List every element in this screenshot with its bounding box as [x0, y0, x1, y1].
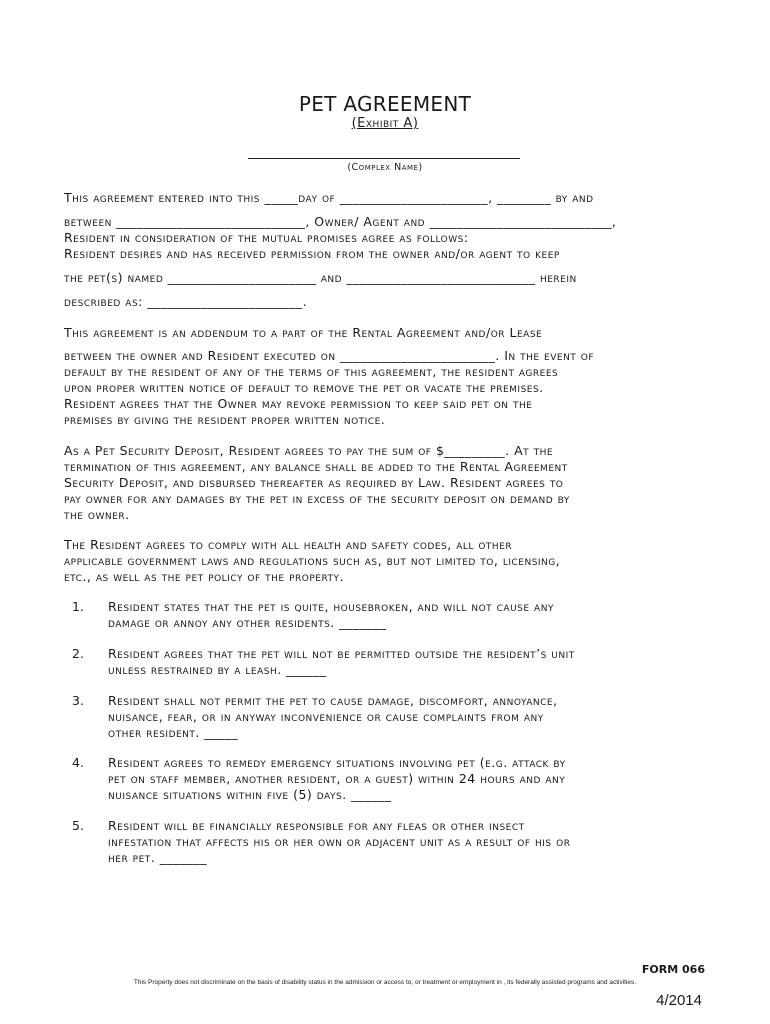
item-line: Resident shall not permit the pet to cause damage, discomfort, annoyance,: [108, 693, 558, 708]
item-line: Resident agrees that the pet will not be permitted outside the resident’s unit: [108, 646, 575, 661]
item-line: other resident. _____: [108, 725, 239, 740]
complex-name-line: [248, 158, 520, 159]
paragraph2-line: default by the resident of any of the terms of this agreement, the resident agrees: [64, 364, 559, 379]
paragraph1-line: the pet(s) named ______________________ and ____________________________ herein: [64, 270, 577, 285]
paragraph2-line: Resident agrees that the Owner may revoke permission to keep said pet on the: [64, 396, 533, 411]
paragraph4-line: The Resident agrees to comply with all health and safety codes, all other: [64, 537, 513, 552]
item-line: Resident states that the pet is quite, housebroken, and will not cause any: [108, 599, 554, 614]
paragraph4-line: applicable government laws and regulations such as, but not limited to, licensing,: [64, 553, 561, 568]
item-number: 1.: [72, 599, 84, 614]
paragraph1-line: Resident desires and has received permission from the owner and/or agent to keep: [64, 246, 560, 261]
paragraph3-line: pay owner for any damages by the pet in excess of the security deposit on demand by: [64, 491, 570, 506]
item-line: infestation that affects his or her own or adjacent unit as a result of his or: [108, 834, 571, 849]
paragraph1-line: described as: _______________________.: [64, 294, 308, 309]
item-line: unless restrained by a leash. ______: [108, 662, 327, 677]
paragraph1-line: Resident in consideration of the mutual promises agree as follows:: [64, 230, 469, 245]
paragraph2-line: premises by giving the resident proper written notice.: [64, 412, 386, 427]
paragraph2-line: upon proper written notice of default to remove the pet or vacate the premises.: [64, 380, 544, 395]
paragraph2-line: This agreement is an addendum to a part of the Rental Agreement and/or Lease: [64, 325, 543, 340]
paragraph1-line: This agreement entered into this _____day of ______________________, ________ by and: [64, 190, 594, 205]
revision-date: 4/2014: [656, 992, 702, 1009]
complex-name-label: (Complex Name): [347, 162, 423, 173]
paragraph4-line: etc., as well as the pet policy of the property.: [64, 569, 345, 584]
document-title: PET AGREEMENT: [298, 92, 472, 116]
paragraph3-line: As a Pet Security Deposit, Resident agrees to pay the sum of $_________. At the: [64, 443, 554, 458]
document-subtitle: (Exhibit A): [351, 116, 419, 131]
paragraph3-line: Security Deposit, and disbursed thereafter as required by Law. Resident agrees to: [64, 475, 564, 490]
item-line: Resident will be financially responsible for any fleas or other insect: [108, 818, 525, 833]
item-number: 5.: [72, 818, 84, 833]
item-number: 3.: [72, 693, 84, 708]
item-number: 4.: [72, 755, 84, 770]
item-line: pet on staff member, another resident, or a guest) within 24 hours and any: [108, 771, 566, 786]
form-number: FORM 066: [641, 963, 705, 976]
item-line: Resident agrees to remedy emergency situations involving pet (e.g. attack by: [108, 755, 566, 770]
paragraph3-line: termination of this agreement, any balance shall be added to the Rental Agreement: [64, 459, 568, 474]
nondiscrimination-disclaimer: This Property does not discriminate on the basis of disability status in the admission or access to, or treatment or employment in , its federally assisted programs and activities.: [133, 979, 637, 986]
paragraph1-line: between ____________________________, Owner/ Agent and ___________________________,: [64, 214, 617, 229]
item-number: 2.: [72, 646, 84, 661]
paragraph3-line: the owner.: [64, 507, 130, 522]
paragraph2-line: between the owner and Resident executed on _______________________. In the event of: [64, 348, 595, 363]
item-line: damage or annoy any other residents. _______: [108, 615, 387, 630]
item-line: her pet. _______: [108, 850, 207, 865]
item-line: nuisance, fear, or in anyway inconvenience or cause complaints from any: [108, 709, 544, 724]
item-line: nuisance situations within five (5) days. ______: [108, 787, 392, 802]
